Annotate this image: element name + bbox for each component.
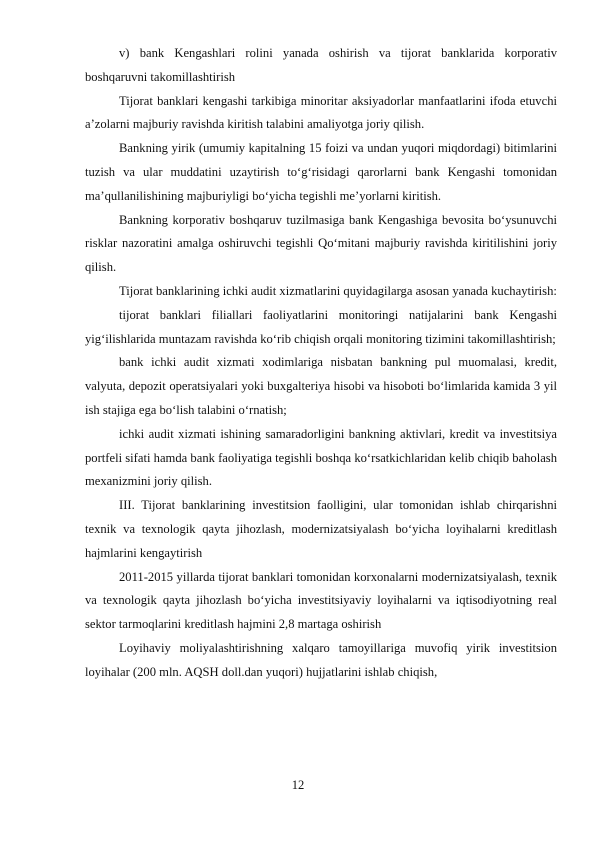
paragraph-minority-shareholders: Tijorat banklari kengashi tarkibiga minoritar aksiyadorlar manfaatlarini ifoda etuvchi a’zolarni majburiy ravishda kiritish talabini amaliyotga joriy qilish.: [85, 93, 557, 132]
paragraph-lending-volume: 2011-2015 yillarda tijorat banklari tomonidan korxonalarni modernizatsiyalash, texnik va texnologik qayta jihozlash bo‘yicha investitsiyaviy loyihalarni va iqtisodiyotning real sektor tarmoqlarini kreditlash hajmini 2,8 martaga oshirish: [85, 569, 557, 632]
page-number: 12: [291, 778, 305, 792]
paragraph-project-financing: Loyihaviy moliyalashtirishning xalqaro tamoyillariga muvofiq yirik investitsion loyihalar (200 mln. AQSH doll.dan yuqori) hujjatlarini ishlab chiqish,: [85, 640, 557, 679]
paragraph-section-three-heading: III. Tijorat banklarining investitsion faolligini, ular tomonidan ishlab chirqarishni texnik va texnologik qayta jihozlash, modernizatsiyalash bo‘yicha loyihalarni kreditlash hajmlarini kengaytirish: [85, 498, 557, 560]
paragraph-audit-efficiency: ichki audit xizmati ishining samaradorligini bankning aktivlari, kredit va investitsiya portfeli sifati hamda bank faoliyatiga tegishli boshqa ko‘rsatkichlaridan kelib chiqib baholash mexanizmini joriy qilish.: [85, 426, 557, 489]
paragraph-branch-monitoring: tijorat banklari filiallari faoliyatlarini monitoringi natijalarini bank Kengashi yig‘ilishlarida muntazam ravishda ko‘rib chiqish orqali monitoring tizimini takomillashtirish;: [85, 307, 557, 346]
paragraph-internal-audit-intro: Tijorat banklarining ichki audit xizmatlarini quyidagilarga asosan yanada kuchaytirish:: [119, 283, 557, 298]
page-body: [85, 42, 557, 685]
paragraph-risk-committee: Bankning korporativ boshqaruv tuzilmasiga bank Kengashiga bevosita bo‘ysunuvchi risklar nazoratini amalga oshiruvchi tegishli Qo‘mitani majburiy ravishda kiritilishini joriy qilish.: [85, 212, 557, 275]
paragraph-bank-council-role: v) bank Kengashlari rolini yanada oshirish va tijorat banklarida korporativ boshqaruvni takomillashtirish: [85, 46, 557, 84]
paragraph-large-transactions: Bankning yirik (umumiy kapitalning 15 foizi va undan yuqori miqdordagi) bitimlarini tuzish va ular muddatini uzaytirish to‘g‘risidagi qarorlarni bank Kengashi tomonidan ma’qullanilishining majburiyligi bo‘yicha tegishli me’yorlarni kiritish.: [85, 141, 557, 203]
paragraph-audit-staff-experience: bank ichki audit xizmati xodimlariga nisbatan bankning pul muomalasi, kredit, valyuta, depozit operatsiyalari yoki buxgalteriya hisobi va hisoboti bo‘limlarida kamida 3 yil ish stajiga ega bo‘lish talabini o‘rnatish;: [85, 355, 557, 417]
